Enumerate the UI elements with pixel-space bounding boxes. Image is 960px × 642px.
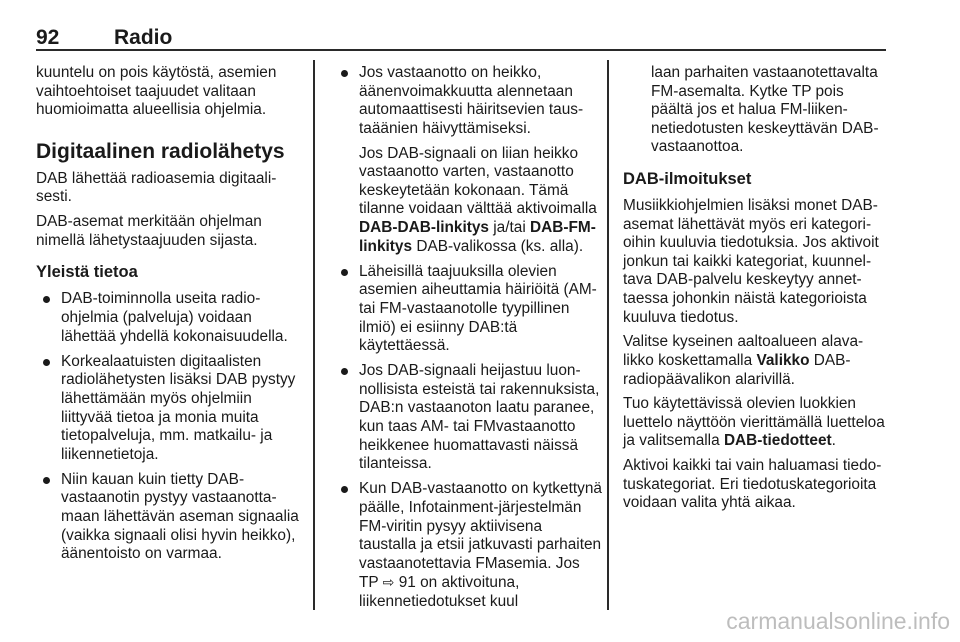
bullet-icon [341, 368, 348, 375]
column-1 [36, 64, 304, 570]
header-rule [36, 49, 886, 51]
list-item: Niin kauan kuin tietty DABvastaanotin pystyy vastaanottamaan lähettävän aseman signaalia (vaikka signaali olisi hyvin heikko), äänentoisto on varmaa. [36, 471, 304, 564]
menu-item-name: Valikko [756, 351, 810, 369]
page-title: Radio [114, 26, 173, 49]
watermark: carmanualsonline.info [726, 608, 950, 634]
column-divider [313, 60, 315, 610]
bullet-icon [341, 70, 348, 77]
menu-item-name: DAB-FM-linkitys [359, 218, 596, 255]
paragraph: Tuo käytettävissä olevien luokkien luettelo näyttöön vierittämällä luetteloa ja valitsemalla DAB-tiedotteet. [623, 395, 885, 450]
paragraph: kuuntelu on pois käytöstä, asemien vaihtoehtoiset taajuudet valitaan huomioimatta alueellisia ohjelmia. [36, 64, 277, 119]
list-item: DAB-toiminnolla useita radioohjelmia (palveluja) voidaan lähettää yhdellä kokonaisuudella. [36, 290, 304, 346]
page-number: 92 [36, 26, 60, 49]
paragraph: Valitse kyseinen aaltoalueen alavalikko koskettamalla Valikko DABradiopäävalikon alarivillä. [623, 333, 864, 388]
bullet-icon [341, 486, 348, 493]
paragraph: DAB-asemat merkitään ohjelman nimellä lähetystaajuuden sijasta. [36, 213, 262, 249]
paragraph: DAB lähettää radioasemia digitaalisesti. [36, 169, 277, 206]
paragraph: Jos DAB-signaali on liian heikko vastaanotto varten, vastaanotto keskeytetään kokonaan. Tämä tilanne voidaan välttää aktivoimalla DAB-DAB-linkitys ja/tai DAB-FM-linkitys DAB-valikossa (ks. alla). [359, 144, 597, 255]
column-3 [623, 64, 885, 519]
bullet-list [334, 64, 602, 612]
bullet-icon [43, 359, 50, 366]
list-item: Korkealaatuisten digitaalisten radiolähetysten lisäksi DAB pystyy lähettämään myös ohjelmiin liittyvää tietoa ja monia muita tietopalveluja, mm. matkailu- ja liikennetietoja. [36, 353, 304, 465]
page-reference-arrow-icon: ⇨ [382, 574, 395, 591]
paragraph: laan parhaiten vastaanotettavalta FM-asemalta. Kytke TP pois päältä jos et halua FM-liikennetiedotusten keskeyttävän DAB-vastaanottoa. [651, 64, 879, 156]
bullet-icon [43, 296, 50, 303]
bullet-list [36, 290, 304, 564]
subsection-heading: Yleistä tietoa [36, 263, 138, 282]
list-item: Kun DAB-vastaanotto on kytkettynä päälle, Infotainment-järjestelmän FM-viritin pysyy aktiivisena taustalla ja etsii jatkuvasti parhaiten vastaanotettavia FMasemia. Jos TP ⇨ 91 on aktivoituna, liikennetiedotukset kuul [334, 480, 602, 611]
menu-item-name: DAB-tiedotteet [723, 432, 832, 450]
column-2 [334, 64, 602, 618]
subsection-heading: DAB-ilmoitukset [623, 169, 752, 188]
list-item: Läheisillä taajuuksilla olevien asemien aiheuttamia häiriöitä (AM- tai FM-vastaanotolle tyypillinen ilmiö) ei esiinny DAB:tä käytettäessä. [334, 263, 602, 356]
menu-item-name: DAB-DAB-linkitys [359, 218, 489, 236]
bullet-icon [341, 269, 348, 276]
list-item: Jos DAB-signaali heijastuu luonnollisista esteistä tai rakennuksista, DAB:n vastaanoton laatu paranee, kun taas AM- tai FMvastaanotto heikkenee huomattavasti näissä tilanteissa. [334, 362, 602, 474]
column-divider [607, 60, 609, 610]
paragraph: Aktivoi kaikki tai vain haluamasi tiedotuskategoriat. Eri tiedotuskategorioita voidaan valita yhtä aikaa. [623, 457, 882, 512]
bullet-icon [43, 477, 50, 484]
paragraph: Musiikkiohjelmien lisäksi monet DAB-asemat lähettävät myös eri kategorioihin kuuluvia tiedotuksia. Jos aktivoit jonkun tai kaikki kategoriat, kuunneltava DAB-palvelu keskeytyy annettaessa johonkin näistä kategorioista kuuluva tiedotus. [623, 196, 879, 326]
page-reference-link[interactable]: 91 [398, 574, 416, 592]
list-item: Jos vastaanotto on heikko, äänenvoimakkuutta alennetaan automaattisesti häiritsevien taustaäänien häivyttämiseksi. Jos DAB-signaali on liian heikko vastaanotto varten, vastaanotto keskeytetään kokonaan. Tämä tilanne voidaan välttää aktivoimalla DAB-DAB-linkitys ja/tai DAB-FM-linkitys DAB-valikossa (ks. alla). [334, 64, 602, 256]
section-heading: Digitaalinen radiolähetys [36, 139, 285, 163]
